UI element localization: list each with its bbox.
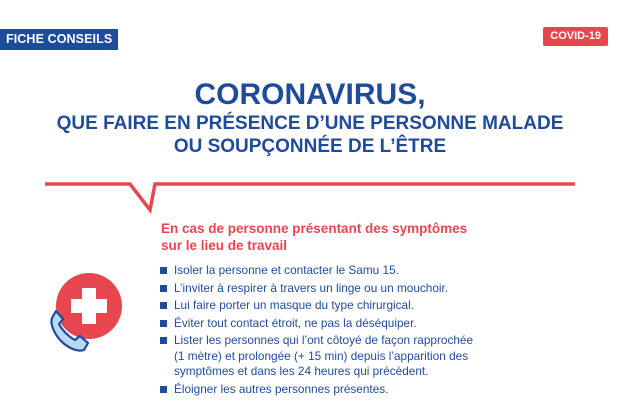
list-item [158,382,578,398]
medical-cross-phone-icon [44,272,124,352]
square-bullet-icon [160,320,167,327]
list-item-line: Lui faire porter un masque du type chirurgical. [174,298,414,312]
list-item-line: Éloigner les autres personnes présentes. [174,381,389,396]
title-line-3: OU SOUPÇONNÉE DE L’ÊTRE [173,136,447,157]
section-heading-line-1: En cas de personne présentant des symptômes [161,221,468,236]
list-item-line: Éviter tout contact étroit, ne pas la déséquiper. [174,315,417,330]
list-item-line: Isoler la personne et contacter le Samu 15. [174,263,399,277]
list-item-line: Lister les personnes qui l’ont côtoyé de façon rapprochée [174,333,474,347]
list-item-line: L’inviter à respirer à travers un linge ou un mouchoir. [174,280,449,295]
list-item-line: (1 mètre) et prolongée (+ 15 min) depuis l’apparition des [174,348,469,363]
section-heading [161,220,561,254]
title-line-2: QUE FAIRE EN PRÉSENCE D’UNE PERSONNE MALADE [56,113,564,134]
list-item [158,298,578,314]
list-item [158,281,578,297]
section-heading-line-2: sur le lieu de travail [161,238,288,253]
list-item-line: symptômes et dans les 24 heures qui précèdent. [174,364,429,378]
covid-badge: COVID-19 [543,27,608,46]
square-bullet-icon [160,337,167,344]
list-item [158,316,578,332]
speech-bubble-divider [45,175,575,215]
fiche-conseils-badge: FICHE CONSEILS [0,29,118,50]
square-bullet-icon [160,302,167,309]
list-item [158,333,578,380]
square-bullet-icon [160,285,167,292]
list-item [158,263,578,279]
advice-list [158,263,578,399]
square-bullet-icon [160,267,167,274]
title-line-1: CORONAVIRUS, [194,78,426,111]
square-bullet-icon [160,386,167,393]
page-title [0,78,620,158]
